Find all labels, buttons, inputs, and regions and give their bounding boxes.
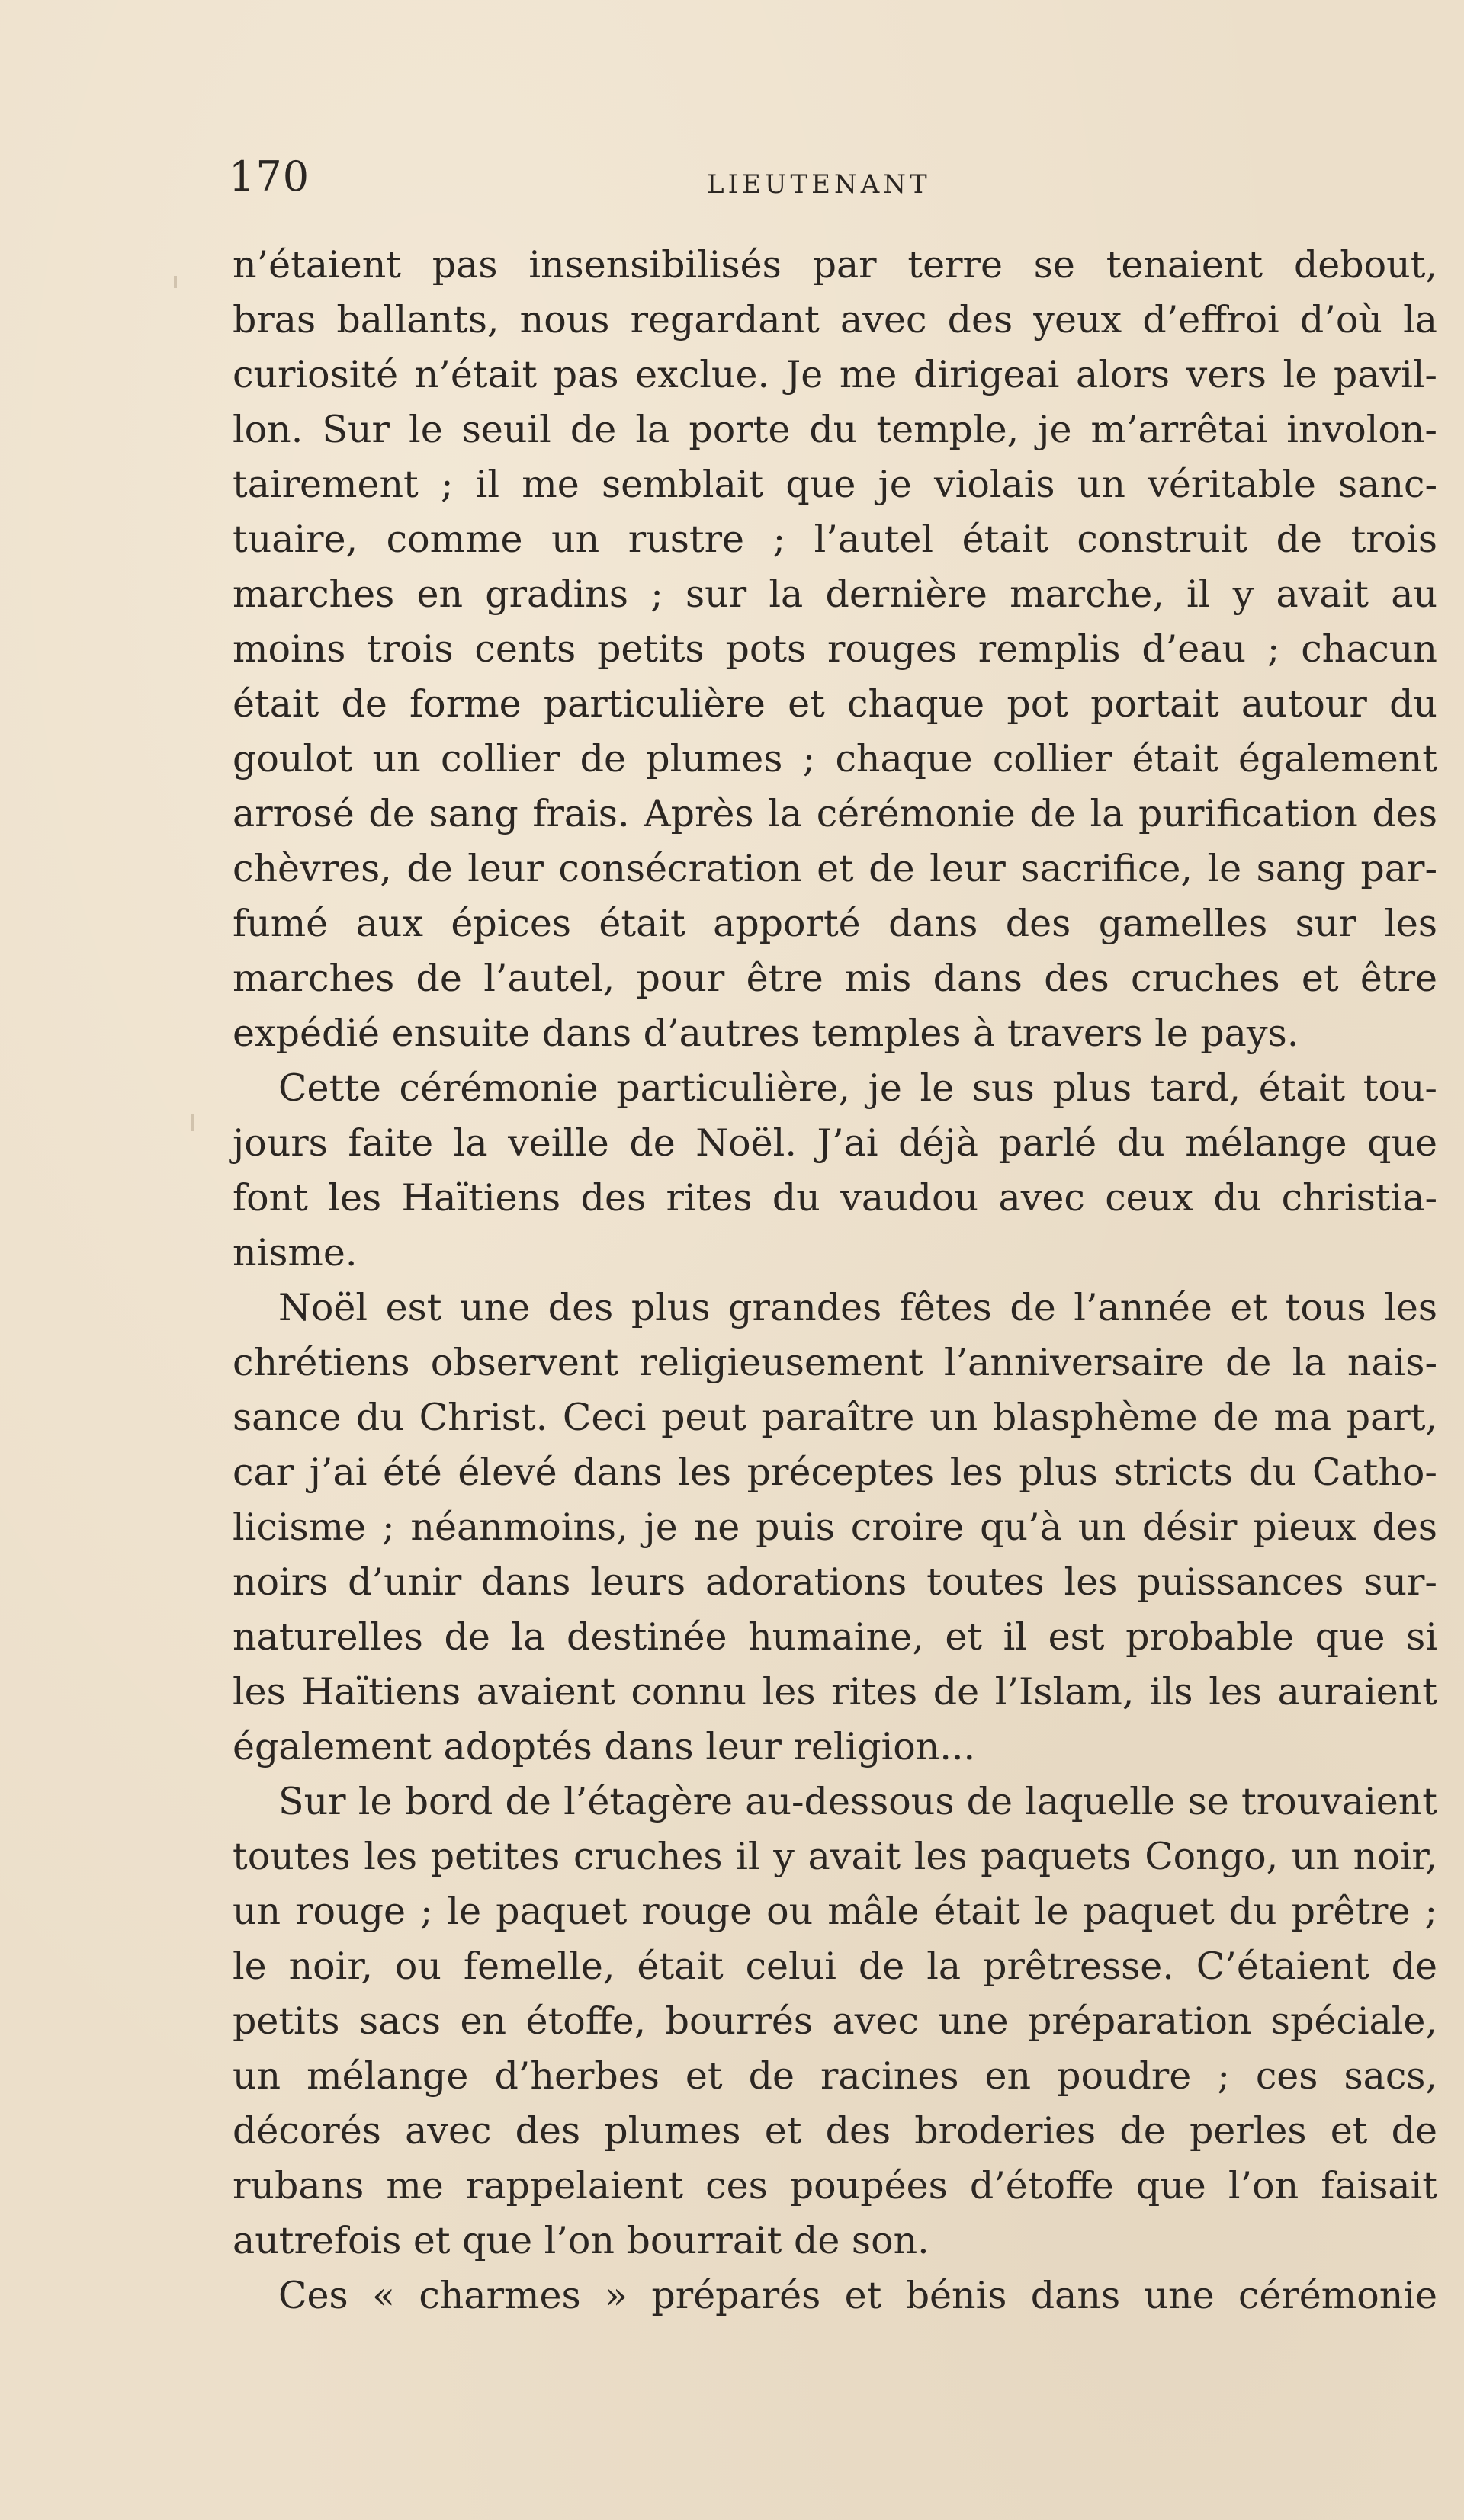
text-line: fumé aux épices était apporté dans des gamelles sur les: [233, 902, 1437, 945]
text-line: était de forme particulière et chaque pot portait autour du: [233, 682, 1437, 726]
text-line: petits sacs en étoffe, bourrés avec une préparation spéciale,: [233, 1999, 1437, 2043]
text-line: autrefois et que l’on bourrait de son.: [233, 2219, 929, 2262]
text-line: bras ballants, nous regardant avec des yeux d’effroi d’où la: [233, 298, 1437, 341]
text-line: expédié ensuite dans d’autres temples à travers le pays.: [233, 1012, 1299, 1055]
text-line: marches de l’autel, pour être mis dans des cruches et être: [233, 957, 1437, 1000]
text-line: un rouge ; le paquet rouge ou mâle était le paquet du prêtre ;: [233, 1890, 1437, 1933]
text-line: sance du Christ. Ceci peut paraître un blasphème de ma part,: [233, 1396, 1437, 1439]
text-line: nisme.: [233, 1231, 358, 1274]
text-line: tairement ; il me semblait que je violais un véritable sanc-: [233, 463, 1437, 506]
text-line: tuaire, comme un rustre ; l’autel était construit de trois: [233, 518, 1437, 561]
text-line: lon. Sur le seuil de la porte du temple, je m’arrêtai involon-: [233, 408, 1437, 451]
text-line: les Haïtiens avaient connu les rites de l’Islam, ils les auraient: [233, 1670, 1437, 1714]
body-text: [233, 238, 1437, 2323]
text-line: chrétiens observent religieusement l’anniversaire de la nais-: [233, 1341, 1437, 1384]
text-line: toutes les petites cruches il y avait les paquets Congo, un noir,: [233, 1835, 1437, 1878]
text-line: rubans me rappelaient ces poupées d’étoffe que l’on faisait: [233, 2164, 1437, 2207]
text-line: décorés avec des plumes et des broderies de perles et de: [233, 2109, 1437, 2153]
text-line: Cette cérémonie particulière, je le sus plus tard, était tou-: [278, 1066, 1437, 1110]
text-line: goulot un collier de plumes ; chaque collier était également: [233, 737, 1437, 781]
text-line: noirs d’unir dans leurs adorations toutes les puissances sur-: [233, 1560, 1437, 1604]
text-line: n’étaient pas insensibilisés par terre se tenaient debout,: [233, 243, 1437, 287]
page-number: 170: [229, 152, 310, 200]
margin-mark: [174, 276, 177, 288]
text-line: Noël est une des plus grandes fêtes de l’année et tous les: [278, 1286, 1437, 1329]
text-line: également adoptés dans leur religion...: [233, 1725, 976, 1768]
text-line: un mélange d’herbes et de racines en poudre ; ces sacs,: [233, 2054, 1437, 2098]
page-header: [229, 152, 1418, 206]
text-line: curiosité n’était pas exclue. Je me dirigeai alors vers le pavil-: [233, 353, 1437, 396]
text-line: arrosé de sang frais. Après la cérémonie de la purification des: [233, 792, 1437, 835]
text-line: jours faite la veille de Noël. J’ai déjà parlé du mélange que: [233, 1121, 1437, 1165]
text-line: marches en gradins ; sur la dernière marche, il y avait au: [233, 572, 1437, 616]
text-line: chèvres, de leur consécration et de leur sacrifice, le sang par-: [233, 847, 1437, 890]
text-line: naturelles de la destinée humaine, et il est probable que si: [233, 1615, 1437, 1659]
text-line: le noir, ou femelle, était celui de la prêtresse. C’étaient de: [233, 1945, 1437, 1988]
text-line: licisme ; néanmoins, je ne puis croire qu’à un désir pieux des: [233, 1505, 1437, 1549]
margin-mark: [191, 1114, 194, 1131]
running-head: LIEUTENANT: [707, 169, 931, 200]
text-line: car j’ai été élevé dans les préceptes les plus stricts du Catho-: [233, 1451, 1437, 1494]
text-line: font les Haïtiens des rites du vaudou avec ceux du christia-: [233, 1176, 1437, 1220]
text-line: Sur le bord de l’étagère au-dessous de laquelle se trouvaient: [278, 1780, 1437, 1823]
text-line: Ces « charmes » préparés et bénis dans une cérémonie: [278, 2274, 1437, 2317]
text-line: moins trois cents petits pots rouges remplis d’eau ; chacun: [233, 627, 1437, 671]
